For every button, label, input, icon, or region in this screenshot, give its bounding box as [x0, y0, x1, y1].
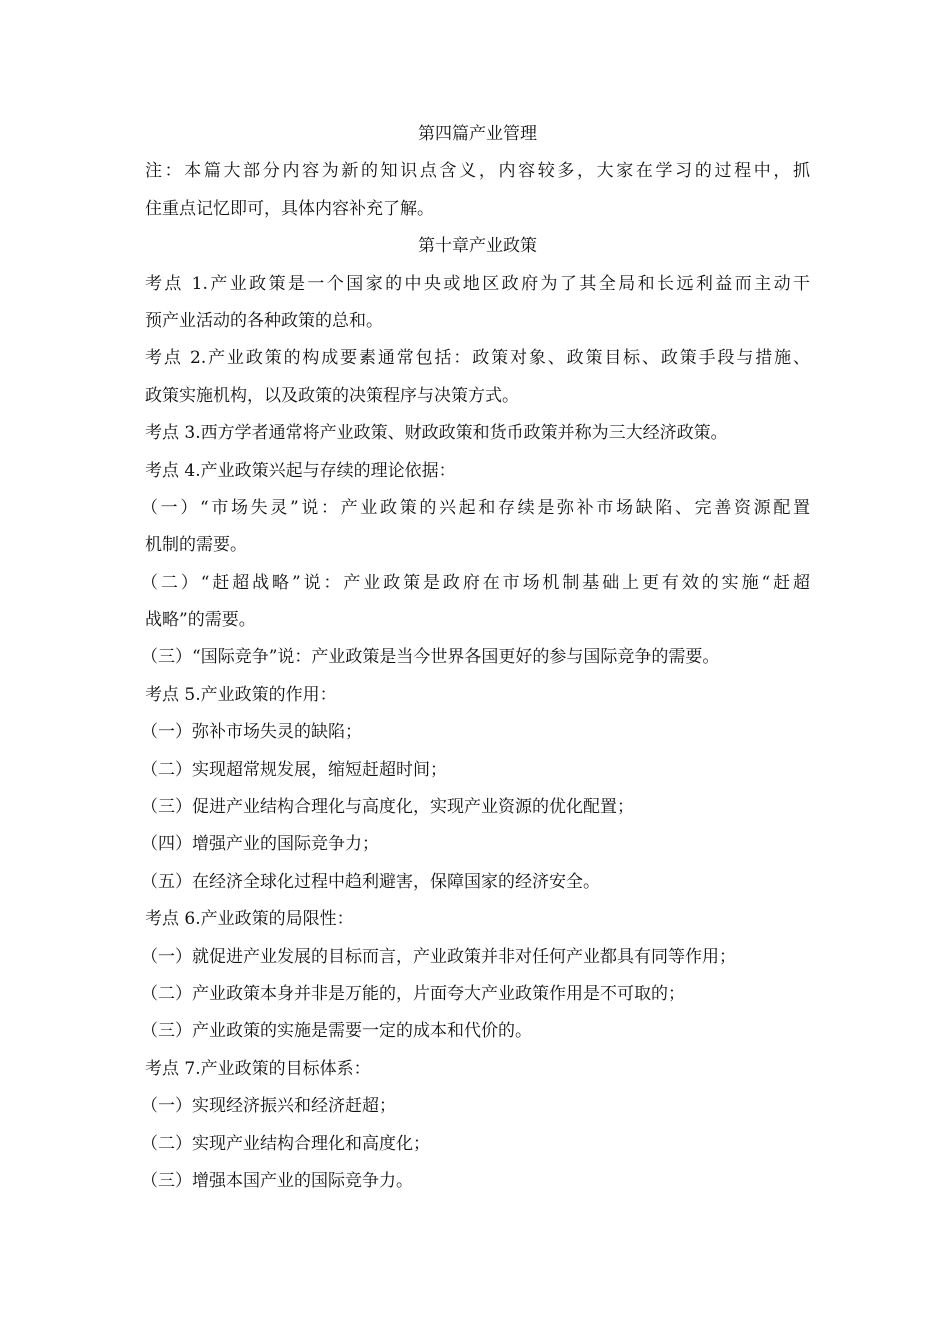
point-7-item-1: （一）实现经济振兴和经济赶超；	[141, 1096, 396, 1117]
point-4-item-3: （三）“国际竞争”说：产业政策是当今世界各国更好的参与国际竞争的需要。	[141, 647, 720, 668]
point-5-item-5: （五）在经济全球化过程中趋利避害，保障国家的经济安全。	[141, 871, 600, 892]
point-5-item-1: （一）弥补市场失灵的缺陷；	[141, 722, 362, 743]
point-3: 考点 3.西方学者通常将产业政策、财政政策和货币政策并称为三大经济政策。	[145, 423, 728, 444]
point-2-line-2: 政策实施机构，以及政策的决策程序与决策方式。	[145, 385, 519, 406]
point-6-item-3: （三）产业政策的实施是需要一定的成本和代价的。	[141, 1021, 532, 1042]
point-1-line-2: 预产业活动的各种政策的总和。	[145, 310, 383, 331]
note-paragraph-line-1: 注：本篇大部分内容为新的知识点含义，内容较多，大家在学习的过程中，抓	[145, 161, 810, 182]
point-2-line-1: 考点 2.产业政策的构成要素通常包括：政策对象、政策目标、政策手段与措施、	[145, 348, 810, 369]
point-7-heading: 考点 7.产业政策的目标体系：	[145, 1058, 371, 1079]
point-4-item-1-line-1: （一）“市场失灵”说：产业政策的兴起和存续是弥补市场缺陷、完善资源配置	[141, 497, 810, 518]
point-6-heading: 考点 6.产业政策的局限性：	[145, 909, 354, 930]
document-body	[141, 116, 810, 1200]
chapter-title: 第十章产业政策	[418, 236, 537, 257]
point-4-heading: 考点 4.产业政策兴起与存续的理论依据：	[145, 460, 456, 481]
point-4-item-2-line-2: 战略”的需要。	[145, 610, 256, 631]
point-1-line-1: 考点 1.产业政策是一个国家的中央或地区政府为了其全局和长远利益而主动干	[145, 273, 810, 294]
point-6-item-1: （一）就促进产业发展的目标而言，产业政策并非对任何产业都具有同等作用；	[141, 946, 736, 967]
point-7-item-3: （三）增强本国产业的国际竞争力。	[141, 1170, 413, 1191]
point-5-heading: 考点 5.产业政策的作用：	[145, 684, 337, 705]
point-4-item-2-line-1: （二）“赶超战略”说：产业政策是政府在市场机制基础上更有效的实施“赶超	[141, 572, 810, 593]
note-paragraph-line-2: 住重点记忆即可，具体内容补充了解。	[145, 198, 434, 219]
point-5-item-3: （三）促进产业结构合理化与高度化，实现产业资源的优化配置；	[141, 797, 634, 818]
point-6-item-2: （二）产业政策本身并非是万能的，片面夸大产业政策作用是不可取的；	[141, 983, 685, 1004]
point-5-item-2: （二）实现超常规发展，缩短赶超时间；	[141, 759, 447, 780]
point-5-item-4: （四）增强产业的国际竞争力；	[141, 834, 379, 855]
point-4-item-1-line-2: 机制的需要。	[145, 535, 247, 556]
part-title: 第四篇产业管理	[418, 124, 537, 144]
point-7-item-2: （二）实现产业结构合理化和高度化；	[141, 1133, 430, 1154]
